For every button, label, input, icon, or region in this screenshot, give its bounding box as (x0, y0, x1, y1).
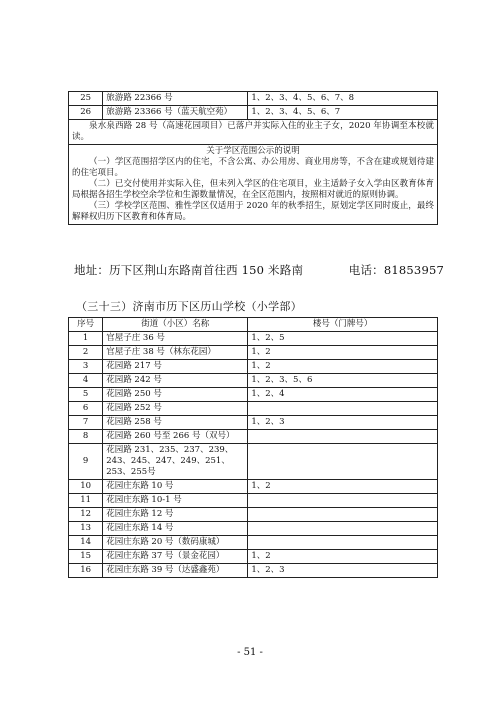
building-numbers (248, 494, 438, 508)
row-number: 1 (69, 332, 103, 346)
explanation-row (69, 145, 438, 225)
building-numbers: 1、2、3、4、5、6、7、8 (248, 92, 438, 106)
row-number: 14 (69, 536, 103, 550)
table-row (69, 374, 438, 388)
building-numbers (248, 430, 438, 444)
street-name: 花园庄东路 37 号（景金花园） (103, 550, 248, 564)
building-numbers: 1、2 (248, 360, 438, 374)
street-name: 旅游路 23366 号（蓝天航空苑） (103, 106, 248, 120)
building-numbers: 1、2、3 (248, 564, 438, 578)
street-name: 花园路 260 号至 266 号（双号） (103, 430, 248, 444)
table-body (69, 332, 438, 578)
street-name: 花园庄东路 10 号 (103, 480, 248, 494)
row-number: 12 (69, 508, 103, 522)
explanation-paragraph: （二）已交付使用并实际入住，但未列入学区的住宅项目，业主适龄子女入学由区教育体育局根据各招生学校空余学位和生源数量情况，在全区范围内，按照相对就近的原则协调。 (72, 179, 434, 200)
address-line (74, 262, 444, 278)
street-name: 花园庄东路 20 号（数码康城） (103, 536, 248, 550)
table-row (69, 416, 438, 430)
building-numbers: 1、2、3 (248, 416, 438, 430)
street-name: 花园庄东路 10-1 号 (103, 494, 248, 508)
header-street: 街道（小区）名称 (103, 318, 248, 332)
explanation-paragraph: （三）学校学区范围、雅性学区仅适用于 2020 年的秋季招生，原划定学区同时废止，最终解释权归历下区教育和体育局。 (72, 201, 434, 222)
street-name: 旅游路 22366 号 (103, 92, 248, 106)
building-numbers: 1、2、4 (248, 388, 438, 402)
table-row (69, 92, 438, 106)
explanation-title: 关于学区范围公示的说明 (206, 146, 300, 156)
building-numbers: 1、2 (248, 346, 438, 360)
street-name: 花园庄东路 12 号 (103, 508, 248, 522)
table-row (69, 564, 438, 578)
table-row (69, 494, 438, 508)
street-name: 花园庄东路 39 号（达盛鑫苑） (103, 564, 248, 578)
school-phone: 电话：81853957 (348, 263, 444, 277)
row-number: 11 (69, 494, 103, 508)
row-number: 15 (69, 550, 103, 564)
row-number: 8 (69, 430, 103, 444)
table-row (69, 430, 438, 444)
building-numbers: 1、2、5 (248, 332, 438, 346)
table-row (69, 508, 438, 522)
building-numbers: 1、2、3、5、6 (248, 374, 438, 388)
top-continuation-table (68, 91, 438, 225)
street-name: 花园路 258 号 (103, 416, 248, 430)
table-row (69, 444, 438, 480)
building-numbers: 1、2 (248, 480, 438, 494)
table-row (69, 550, 438, 564)
row-number: 10 (69, 480, 103, 494)
section-title: （三十三）济南市历下区历山学校（小学部） (76, 300, 302, 313)
explanation-paragraph: （一）学区范围招学区内的住宅，不含公寓、办公用房、商业用房等，不含在建或规划待建的住宅项目。 (72, 157, 434, 178)
row-number: 6 (69, 402, 103, 416)
building-numbers: 1、2、3、4、5、6、7 (248, 106, 438, 120)
building-numbers (248, 536, 438, 550)
table-row (69, 106, 438, 120)
table-row (69, 536, 438, 550)
table-row (69, 402, 438, 416)
street-name: 花园路 250 号 (103, 388, 248, 402)
row-number: 26 (69, 106, 103, 120)
row-number: 7 (69, 416, 103, 430)
school-district-table (68, 317, 438, 578)
special-note-row (69, 120, 438, 145)
table-row (69, 332, 438, 346)
row-number: 16 (69, 564, 103, 578)
row-number: 9 (69, 444, 103, 480)
street-name: 官屋子庄 36 号 (103, 332, 248, 346)
special-note: 泉水泉西路 28 号（高速花园项目）已落户并实际入住的业主子女，2020 年协调至本校就读。 (72, 121, 434, 142)
row-number: 5 (69, 388, 103, 402)
building-numbers: 1、2 (248, 550, 438, 564)
row-number: 3 (69, 360, 103, 374)
table-row (69, 346, 438, 360)
row-number: 2 (69, 346, 103, 360)
building-numbers (248, 402, 438, 416)
street-name: 花园路 242 号 (103, 374, 248, 388)
header-number: 序号 (69, 318, 103, 332)
table-row (69, 388, 438, 402)
table-row (69, 360, 438, 374)
school-address: 地址：历下区荆山东路南首往西 150 米路南 (74, 263, 304, 277)
street-name: 官屋子庄 38 号（林东花园） (103, 346, 248, 360)
table-row (69, 522, 438, 536)
header-buildings: 楼号（门牌号） (248, 318, 438, 332)
building-numbers (248, 508, 438, 522)
street-name: 花园路 231、235、237、239、243、245、247、249、251、253、255号 (103, 444, 248, 480)
street-name: 花园庄东路 14 号 (103, 522, 248, 536)
row-number: 4 (69, 374, 103, 388)
street-name: 花园路 217 号 (103, 360, 248, 374)
row-number: 25 (69, 92, 103, 106)
street-name: 花园路 252 号 (103, 402, 248, 416)
table-header-row (69, 318, 438, 332)
table-row (69, 480, 438, 494)
building-numbers (248, 444, 438, 480)
row-number: 13 (69, 522, 103, 536)
page-number: - 51 - (237, 647, 263, 658)
building-numbers (248, 522, 438, 536)
